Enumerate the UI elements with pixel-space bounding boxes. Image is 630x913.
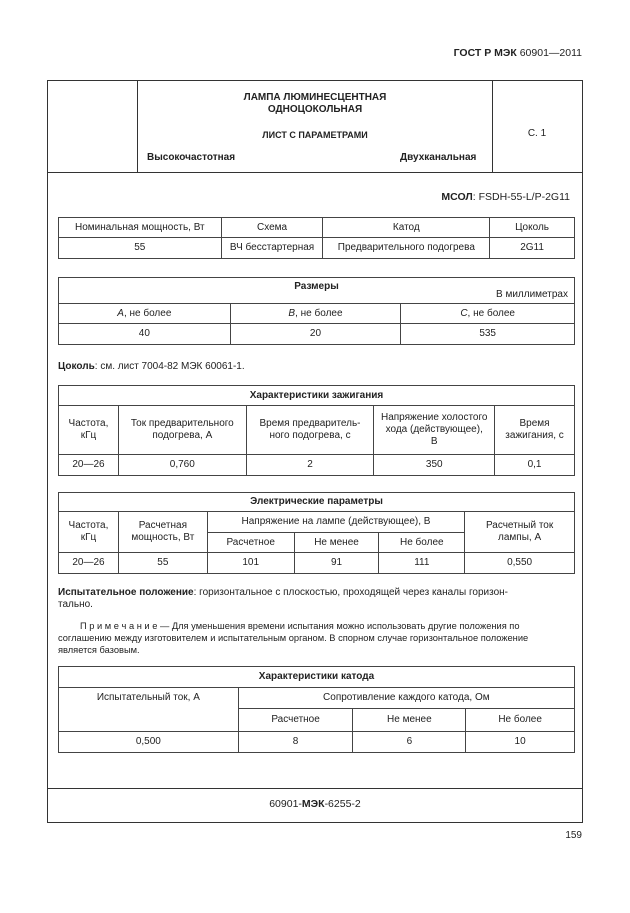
lamp-designation — [441, 191, 570, 203]
ign-header-preheat-current: Ток предварительного подогрева, А — [118, 406, 246, 455]
value-cap: 2G11 — [490, 238, 575, 259]
sheet-header — [48, 81, 582, 173]
el-header-power: Расчетная мощность, Вт — [118, 512, 207, 553]
footer-divider — [48, 788, 582, 789]
cat-header-rated: Расчетное — [238, 709, 353, 732]
el-value-frequency: 20—26 — [59, 553, 119, 574]
value-cathode: Предварительного подогрева — [323, 238, 490, 259]
dimensions-table — [58, 277, 575, 345]
el-header-voltage-min: Не менее — [294, 533, 379, 553]
el-value-voltage-max: 111 — [379, 553, 465, 574]
cat-header-max: Не более — [466, 709, 575, 732]
lamp-type-right: Двухканальная — [400, 152, 477, 163]
lamp-type-left: Высокочастотная — [147, 152, 236, 163]
standard-prefix: ГОСТ Р МЭК — [453, 47, 517, 59]
value-circuit: ВЧ бесстартерная — [221, 238, 323, 259]
lamp-title-line2: ОДНОЦОКОЛЬНАЯ — [267, 104, 363, 115]
el-value-voltage-rated: 101 — [207, 553, 294, 574]
el-header-frequency: Частота, кГц — [59, 512, 119, 553]
standard-header — [454, 47, 582, 59]
cat-value-rated: 8 — [238, 732, 353, 753]
cat-value-min: 6 — [353, 732, 466, 753]
test-position: Испытательное положение: горизонтальное с плоскостью, проходящей через каналы горизон- тально. — [58, 587, 509, 610]
dim-value-a: 40 — [59, 324, 231, 345]
sheet-number: 60901-МЭК-6255-2 — [269, 798, 361, 810]
cat-value-test-current: 0,500 — [59, 732, 239, 753]
ign-header-preheat-time: Время предваритель- ного подогрева, с — [246, 406, 374, 455]
dim-value-b: 20 — [230, 324, 401, 345]
lamp-title — [138, 92, 492, 116]
header-cap: Цоколь — [490, 218, 575, 238]
el-value-current: 0,550 — [465, 553, 575, 574]
dimensions-title-cell — [59, 278, 575, 304]
lamp-title-line1: ЛАМПА ЛЮМИНЕСЦЕНТНАЯ — [243, 92, 387, 103]
ign-value-ocv: 350 — [374, 455, 495, 476]
el-header-current: Расчетный ток лампы, А — [465, 512, 575, 553]
general-table — [58, 217, 575, 259]
designation-value: : FSDH-55-L/P-2G11 — [472, 191, 570, 203]
ign-value-frequency: 20—26 — [59, 455, 119, 476]
el-header-voltage: Напряжение на лампе (действующее), В — [207, 512, 464, 533]
cathode-table — [58, 666, 575, 753]
el-header-voltage-max: Не более — [379, 533, 465, 553]
cat-header-min: Не менее — [353, 709, 466, 732]
el-header-voltage-rated: Расчетное — [207, 533, 294, 553]
sheet-label: ЛИСТ С ПАРАМЕТРАМИ — [262, 130, 368, 140]
dimensions-units: В миллиметрах — [496, 289, 568, 300]
dim-value-c: 535 — [401, 324, 575, 345]
header-right-cell — [492, 81, 582, 173]
ignition-title: Характеристики зажигания — [59, 386, 575, 406]
dim-header-a: A, не более — [59, 304, 231, 324]
ign-header-frequency: Частота, кГц — [59, 406, 119, 455]
sheet-page: С. 1 — [527, 128, 547, 139]
header-circuit: Схема — [221, 218, 323, 238]
el-value-voltage-min: 91 — [294, 553, 379, 574]
dim-header-b: B, не более — [230, 304, 401, 324]
ign-value-preheat-time: 2 — [246, 455, 374, 476]
cat-value-max: 10 — [466, 732, 575, 753]
cat-header-test-current: Испытательный ток, А — [59, 688, 239, 732]
dim-header-c: C, не более — [401, 304, 575, 324]
ign-value-ignition-time: 0,1 — [495, 455, 575, 476]
electrical-title: Электрические параметры — [59, 493, 575, 512]
standard-number: 60901—2011 — [519, 47, 582, 59]
cat-header-resistance: Сопротивление каждого катода, Ом — [238, 688, 574, 709]
el-value-power: 55 — [118, 553, 207, 574]
designation-label: МСОЛ — [441, 191, 473, 203]
header-power: Номинальная мощность, Вт — [59, 218, 222, 238]
ign-header-ocv: Напряжение холостого хода (действующее), В — [374, 406, 495, 455]
dimensions-title: Размеры — [294, 281, 339, 292]
header-cathode: Катод — [323, 218, 490, 238]
page-number: 159 — [565, 830, 582, 841]
electrical-table — [58, 492, 575, 574]
header-left-cell — [48, 81, 138, 173]
cap-reference: Цоколь: см. лист 7004-82 МЭК 60061-1. — [58, 361, 245, 372]
value-power: 55 — [59, 238, 222, 259]
cathode-title: Характеристики катода — [59, 667, 575, 688]
test-note: П р и м е ч а н и е — Для уменьшения времени испытания можно использовать другие положения по соглашению между изготовителем и испытательным органом. В спорном случае горизонтальное положение является базовым. — [58, 621, 529, 655]
ign-header-ignition-time: Время зажигания, с — [495, 406, 575, 455]
ignition-table — [58, 385, 575, 476]
ign-value-preheat-current: 0,760 — [118, 455, 246, 476]
data-sheet-frame — [47, 80, 583, 823]
